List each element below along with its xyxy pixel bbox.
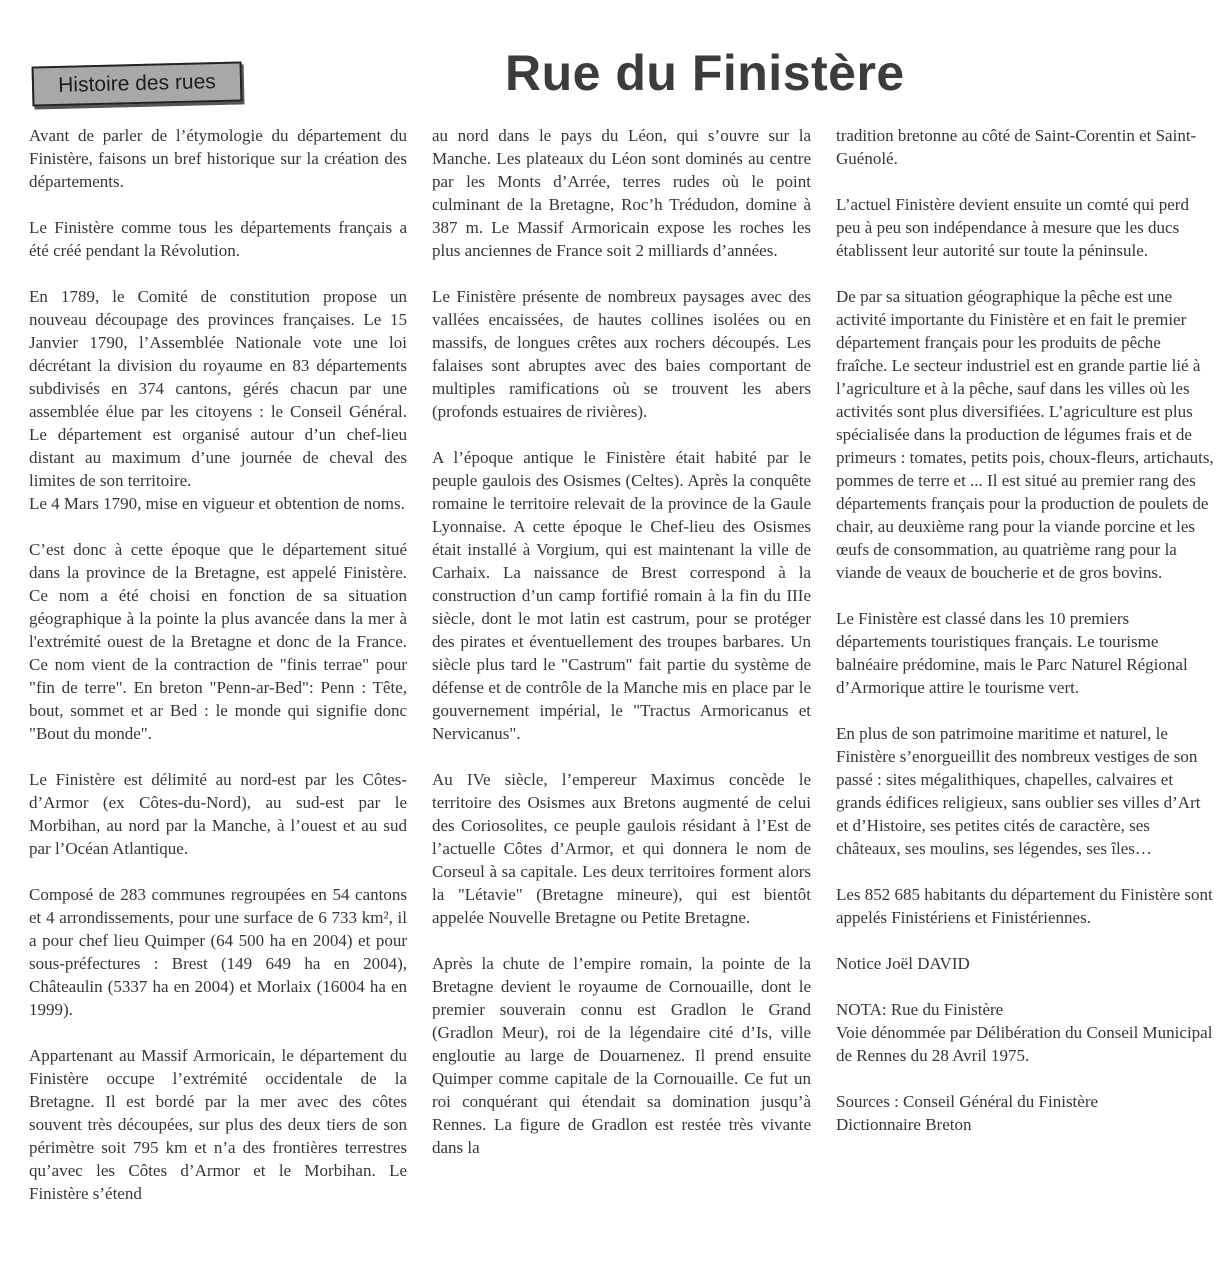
- article-column-3: [836, 124, 1216, 1286]
- nota-label: NOTA: Rue du Finistère: [836, 1000, 1004, 1019]
- paragraph: Au IVe siècle, l’empereur Maximus concède le territoire des Osismes aux Bretons augmenté de celui des Coriosolites, ce peuple gaulois résidant à l’Est de l’actuelle Côtes d’Armor, et qui donnera le nom de Corseul à sa capitale. Les deux territoires forment alors la "Létavie" (Bretagne mineure), qui est bientôt appelée Nouvelle Bretagne ou Petite Bretagne.: [432, 770, 811, 927]
- paragraph: Le 4 Mars 1790, mise en vigueur et obtention de noms.: [29, 494, 405, 513]
- paragraph: au nord dans le pays du Léon, qui s’ouvre sur la Manche. Les plateaux du Léon sont dominés au centre par les Monts d’Arrée, terres rudes où le point culminant de la Bretagne, Roc’h Trédudon, domine à 387 m. Le Massif Armoricain expose les roches les plus anciennes de France soit 2 milliards d’années.: [432, 126, 811, 260]
- paragraph: Le Finistère présente de nombreux paysages avec des vallées encaissées, de hautes collines isolées ou en massifs, de longues crêtes aux rochers découpés. Les falaises sont abruptes avec des baies comportant de multiples ramifications où se trouvent les abers (profonds estuaires de rivières).: [432, 287, 811, 421]
- article-column-2: [432, 124, 811, 1286]
- sources-line: Sources : Conseil Général du Finistère: [836, 1092, 1099, 1111]
- paragraph: A l’époque antique le Finistère était habité par le peuple gaulois des Osismes (Celtes). Après la conquête romaine le territoire relevait de la province de la Gaule Lyonnaise. A cette époque le Chef-lieu des Osismes était installé à Vorgium, qui est maintenant la ville de Carhaix. La naissance de Brest correspond à la construction d’un camp fortifié romain à la fin du IIIe siècle, dont le mot latin est castrum, pour se protéger des pirates et éventuellement des troupes barbares. Un siècle plus tard le "Castrum" fait partie du système de défense et de contrôle de la Manche mis en place par le gouvernement impérial, le "Tractus Armoricanus et Nervicanus".: [432, 448, 811, 743]
- sources-line: Dictionnaire Breton: [836, 1115, 972, 1134]
- paragraph: Avant de parler de l’étymologie du département du Finistère, faisons un bref historique sur la création des départements.: [29, 126, 407, 191]
- paragraph: Les 852 685 habitants du département du Finistère sont appelés Finistériens et Finistériennes.: [836, 885, 1213, 927]
- section-tag: [32, 61, 243, 106]
- paragraph: Le Finistère est délimité au nord-est par les Côtes-d’Armor (ex Côtes-du-Nord), au sud-est par le Morbihan, au nord par la Manche, à l’ouest et au sud par l’Océan Atlantique.: [29, 770, 407, 858]
- paragraph: C’est donc à cette époque que le département situé dans la province de la Bretagne, est appelé Finistère. Ce nom a été choisi en fonction de sa situation géographique à la pointe la plus avancée dans la mer à l'extrémité ouest de la Bretagne et donc de la France. Ce nom vient de la contraction de "finis terrae" pour "fin de terre". En breton "Penn-ar-Bed": Penn : Tête, bout, sommet et ar Bed : le monde qui signifie donc "Bout du monde".: [29, 540, 407, 743]
- paragraph: Composé de 283 communes regroupées en 54 cantons et 4 arrondissements, pour une surface de 6 733 km², il a pour chef lieu Quimper (64 500 ha en 2004) et pour sous-préfectures : Brest (149 649 ha en 2004), Châteaulin (5337 ha en 2004) et Morlaix (16004 ha en 1999).: [29, 885, 407, 1019]
- paragraph: Le Finistère est classé dans les 10 premiers départements touristiques français. Le tourisme balnéaire prédomine, mais le Parc Naturel Régional d’Armorique attire le tourisme vert.: [836, 609, 1188, 697]
- page-title: Rue du Finistère: [505, 45, 905, 101]
- article-column-1: [29, 124, 407, 1286]
- paragraph: tradition bretonne au côté de Saint-Corentin et Saint-Guénolé.: [836, 126, 1197, 168]
- paragraph: En 1789, le Comité de constitution propose un nouveau découpage des provinces françaises. Le 15 Janvier 1790, l’Assemblée Nationale vote une loi décrétant la division du royaume en 83 départements subdivisés en 374 cantons, gérés chacun par une assemblée élue par les citoyens : le Conseil Général. Le département est organisé autour d’un chef-lieu distant au maximum d’une journée de cheval des limites de son territoire.: [29, 287, 407, 490]
- paragraph: Le Finistère comme tous les départements français a été créé pendant la Révolution.: [29, 218, 407, 260]
- section-tag-label: Histoire des rues: [57, 70, 217, 97]
- paragraph: De par sa situation géographique la pêche est une activité importante du Finistère et en fait le premier département français pour les produits de pêche fraîche. Le secteur industriel est en grande partie lié à l’agriculture et à la pêche, sauf dans les villes où les activités sont plus diversifiées. L’agriculture est plus spécialisée dans la production de légumes frais et de primeurs : tomates, petits pois, choux-fleurs, artichauts, pommes de terre et ... Il est situé au premier rang des départements français pour la production de poulets de chair, au deuxième rang pour la viande porcine et les œufs de consommation, au quatrième rang pour la viande de veaux de boucherie et de gros bovins.: [836, 287, 1214, 582]
- paragraph: L’actuel Finistère devient ensuite un comté qui perd peu à peu son indépendance à mesure que les ducs établissent leur autorité sur toute la péninsule.: [836, 195, 1189, 260]
- nota-text: Voie dénommée par Délibération du Conseil Municipal de Rennes du 28 Avril 1975.: [836, 1023, 1213, 1065]
- paragraph: Après la chute de l’empire romain, la pointe de la Bretagne devient le royaume de Cornouaille, dont le premier souverain connu est Gradlon le Grand (Gradlon Meur), roi de la légendaire cité d’Is, ville engloutie au large de Douarnenez. Il prend ensuite Quimper comme capitale de la Cornouaille. Ce fut un roi conquérant qui étendait sa domination jusqu’à Rennes. La figure de Gradlon est restée très vivante dans la: [432, 954, 811, 1157]
- author-signature: Notice Joël DAVID: [836, 954, 970, 973]
- paragraph: Appartenant au Massif Armoricain, le département du Finistère occupe l’extrémité occidentale de la Bretagne. Il est bordé par la mer avec des côtes souvent très découpées, sur plus des deux tiers de son périmètre soit 795 km et n’a des frontières terrestres qu’avec les Côtes d’Armor et le Morbihan. Le Finistère s’étend: [29, 1046, 407, 1203]
- paragraph: En plus de son patrimoine maritime et naturel, le Finistère s’enorgueillit des nombreux vestiges de son passé : sites mégalithiques, chapelles, calvaires et grands édifices religieux, sans oublier ses villes d’Art et d’Histoire, ses petites cités de caractère, ses châteaux, ses moulins, ses légendes, ses îles…: [836, 724, 1201, 858]
